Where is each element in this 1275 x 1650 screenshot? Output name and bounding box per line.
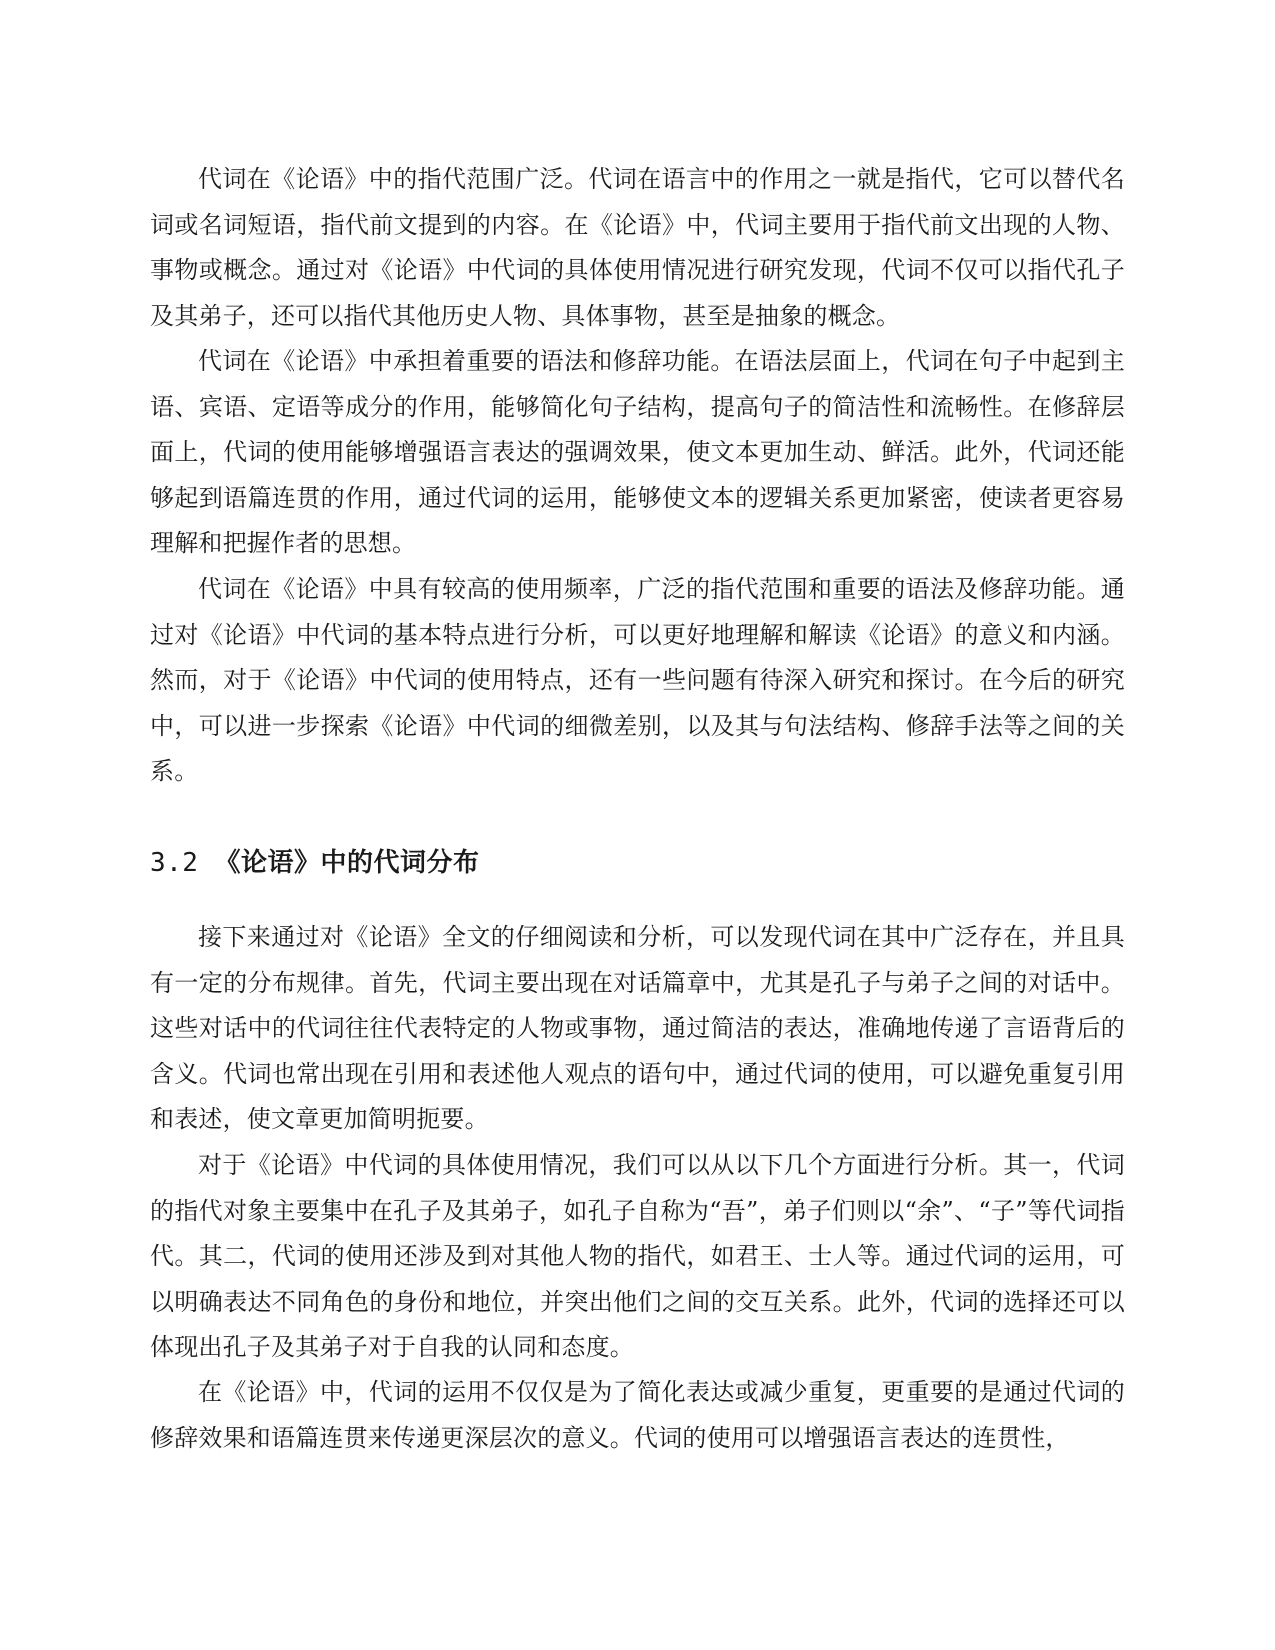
body-paragraph: 代词在《论语》中承担着重要的语法和修辞功能。在语法层面上，代词在句子中起到主语、宾语、定语等成分的作用，能够简化句子结构，提高句子的简洁性和流畅性。在修辞层面上，代词的使用能够增强语言表达的强调效果，使文本更加生动、鲜活。此外，代词还能够起到语篇连贯的作用，通过代词的运用，能够使文本的逻辑关系更加紧密，使读者更容易理解和把握作者的思想。	[150, 347, 1125, 557]
body-paragraph: 代词在《论语》中的指代范围广泛。代词在语言中的作用之一就是指代，它可以替代名词或名词短语，指代前文提到的内容。在《论语》中，代词主要用于指代前文出现的人物、事物或概念。通过对《论语》中代词的具体使用情况进行研究发现，代词不仅可以指代孔子及其弟子，还可以指代其他历史人物、具体事物，甚至是抽象的概念。	[150, 165, 1125, 330]
body-paragraph: 代词在《论语》中具有较高的使用频率，广泛的指代范围和重要的语法及修辞功能。通过对《论语》中代词的基本特点进行分析，可以更好地理解和解读《论语》的意义和内涵。然而，对于《论语》中代词的使用特点，还有一些问题有待深入研究和探讨。在今后的研究中，可以进一步探索《论语》中代词的细微差别，以及其与句法结构、修辞手法等之间的关系。	[150, 575, 1125, 785]
section-title: 《论语》中的代词分布	[214, 848, 480, 878]
body-paragraph: 对于《论语》中代词的具体使用情况，我们可以从以下几个方面进行分析。其一，代词的指代对象主要集中在孔子及其弟子，如孔子自称为“吾”，弟子们则以“余”、“子”等代词指代。其二，代词的使用还涉及到对其他人物的指代，如君王、士人等。通过代词的运用，可以明确表达不同角色的身份和地位，并突出他们之间的交互关系。此外，代词的选择还可以体现出孔子及其弟子对于自我的认同和态度。	[150, 1151, 1125, 1361]
body-paragraph: 在《论语》中，代词的运用不仅仅是为了简化表达或减少重复，更重要的是通过代词的修辞效果和语篇连贯来传递更深层次的意义。代词的使用可以增强语言表达的连贯性，	[150, 1378, 1125, 1452]
section-heading	[150, 843, 479, 883]
body-paragraph: 接下来通过对《论语》全文的仔细阅读和分析，可以发现代词在其中广泛存在，并且具有一定的分布规律。首先，代词主要出现在对话篇章中，尤其是孔子与弟子之间的对话中。这些对话中的代词往往代表特定的人物或事物，通过简洁的表达，准确地传递了言语背后的含义。代词也常出现在引用和表述他人观点的语句中，通过代词的使用，可以避免重复引用和表述，使文章更加简明扼要。	[150, 923, 1125, 1133]
section-number: 3.2	[150, 848, 199, 878]
